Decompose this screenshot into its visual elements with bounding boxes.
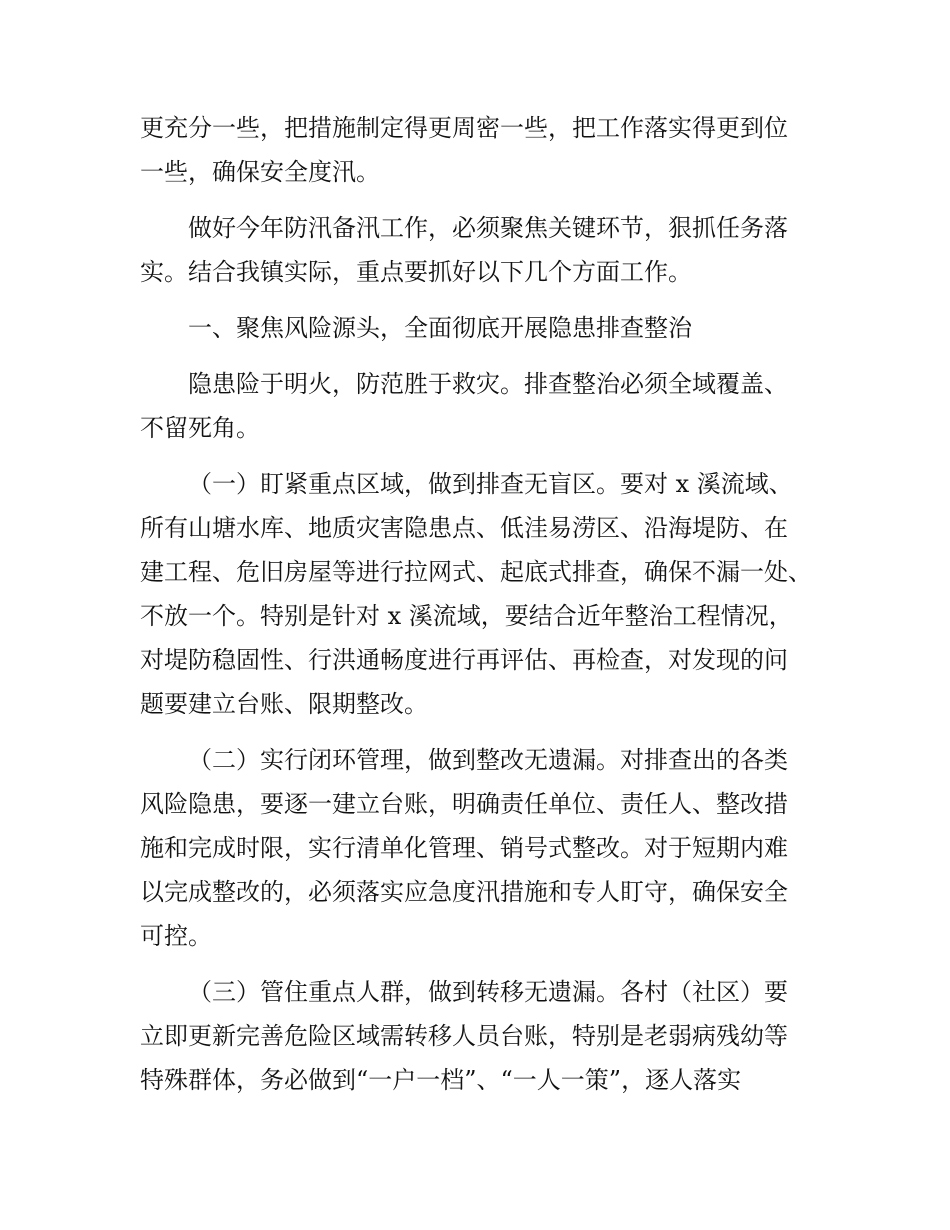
text-line: 不放一个。特别是针对 x 溪流域，要结合近年整治工程情况，: [140, 602, 793, 630]
text-line: 一些，确保安全度汛。: [140, 158, 380, 186]
paragraph-intro: [140, 206, 812, 294]
paragraph-section-lead: [140, 362, 812, 450]
text-line: （三）管住重点人群，做到转移无遗漏。各村（社区）要: [188, 978, 788, 1006]
text-line: 所有山塘水库、地质灾害隐患点、低洼易涝区、沿海堤防、在: [140, 514, 788, 542]
section-heading: [140, 306, 812, 350]
text-line: 题要建立台账、限期整改。: [140, 690, 428, 718]
text-line: 更充分一些，把措施制定得更周密一些，把工作落实得更到位: [140, 114, 788, 142]
text-line: 立即更新完善危险区域需转移人员台账，特别是老弱病残幼等: [140, 1022, 788, 1050]
text-line: 风险隐患，要逐一建立台账，明确责任单位、责任人、整改措: [140, 790, 788, 818]
text-line: 特殊群体，务必做到“一户一档”、“一人一策”，逐人落实: [140, 1066, 742, 1094]
text-line: 建工程、危旧房屋等进行拉网式、起底式排查，确保不漏一处、: [140, 558, 812, 586]
text-line: 实。结合我镇实际，重点要抓好以下几个方面工作。: [140, 258, 692, 286]
text-line: 可控。: [140, 922, 212, 950]
text-line: 对堤防稳固性、行洪通畅度进行再评估、再检查，对发现的问: [140, 646, 788, 674]
text-line: （一）盯紧重点区域，做到排查无盲区。要对 x 溪流域、: [188, 470, 793, 498]
text-line: 不留死角。: [140, 414, 260, 442]
text-line: 隐患险于明火，防范胜于救灾。排查整治必须全域覆盖、: [188, 370, 788, 398]
paragraph-continuation: [140, 106, 812, 194]
paragraph-item-two: [140, 738, 812, 958]
text-line: 施和完成时限，实行清单化管理、销号式整改。对于短期内难: [140, 834, 788, 862]
text-line: 做好今年防汛备汛工作，必须聚焦关键环节，狠抓任务落: [188, 214, 788, 242]
document-body: [140, 106, 812, 1102]
paragraph-item-three: [140, 970, 812, 1102]
heading-text: 一、聚焦风险源头，全面彻底开展隐患排查整治: [188, 314, 692, 342]
text-line: 以完成整改的，必须落实应急度汛措施和专人盯守，确保安全: [140, 878, 788, 906]
text-line: （二）实行闭环管理，做到整改无遗漏。对排查出的各类: [188, 746, 788, 774]
paragraph-item-one: [140, 462, 812, 726]
